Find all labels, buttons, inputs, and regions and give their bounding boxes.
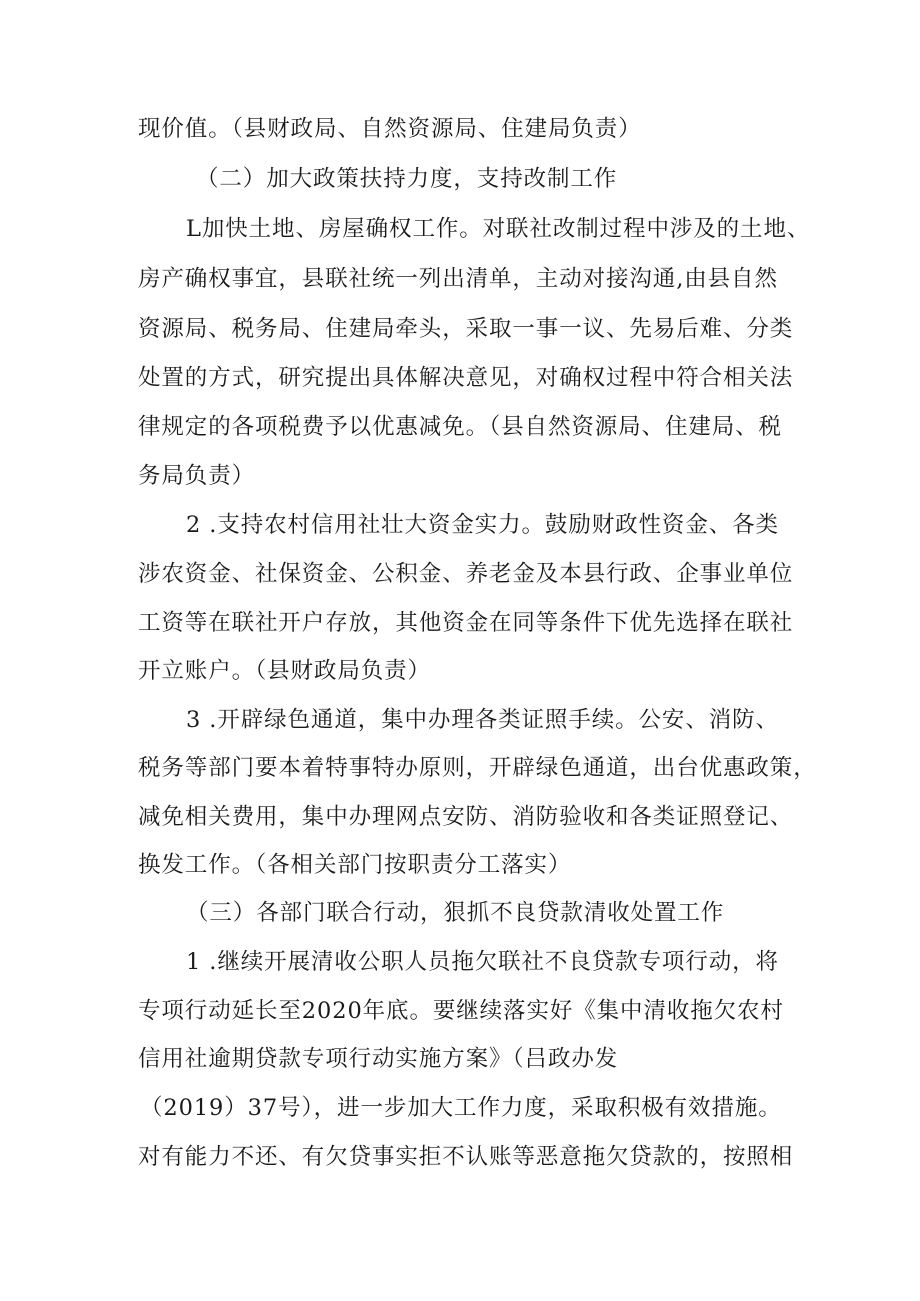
text-line-9: 2 .支持农村信用社壮大资金实力。鼓励财政性资金、各类 [186, 512, 779, 538]
text-line-19: 专项行动延长至2020年底。要继续落实好《集中清收拖欠农村 [138, 998, 784, 1024]
text-line-7: 律规定的各项税费予以优惠减免。（县自然资源局、住建局、税 [138, 414, 782, 440]
section-heading-17: （三）各部门联合行动，狠抓不良贷款清收处置工作 [186, 900, 725, 926]
text-line-16: 换发工作。（各相关部门按职责分工落实） [138, 852, 572, 878]
text-line-10: 涉农资金、社保资金、公积金、养老金及本县行政、企事业单位 [138, 561, 794, 587]
text-line-22: 对有能力不还、有欠贷事实拒不认账等恶意拖欠贷款的，按照相 [138, 1144, 794, 1170]
text-line-1: 现价值。（县财政局、自然资源局、住建局负责） [138, 116, 642, 142]
section-heading-2: （二）加大政策扶持力度，支持改制工作 [196, 166, 618, 192]
text-line-8: 务局负责） [138, 463, 256, 489]
text-line-3: L加快土地、房屋确权工作。对联社改制过程中涉及的土地、 [186, 216, 811, 242]
text-line-20: 信用社逾期贷款专项行动实施方案》（吕政办发 [138, 1046, 619, 1072]
text-line-13: 3 .开辟绿色通道，集中办理各类证照手续。公安、消防、 [186, 707, 779, 733]
text-line-4: 房产确权事宜，县联社统一列出清单，主动对接沟通,由县自然 [138, 266, 778, 292]
text-line-18: 1 .继续开展清收公职人员拖欠联社不良贷款专项行动，将 [186, 949, 779, 975]
text-line-5: 资源局、税务局、住建局牵头，采取一事一议、先易后难、分类 [138, 316, 794, 342]
text-line-12: 开立账户。（县财政局负责） [138, 658, 431, 684]
text-line-6: 处置的方式，研究提出具体解决意见，对确权过程中符合相关法 [138, 365, 794, 391]
text-line-14: 税务等部门要本着特事特办原则，开辟绿色通道，出台优惠政策， [138, 755, 817, 781]
text-line-21: （2019）37号），进一步加大工作力度，采取积极有效措施。 [140, 1095, 782, 1121]
text-line-15: 减免相关费用，集中办理网点安防、消防验收和各类证照登记、 [138, 804, 794, 830]
text-line-11: 工资等在联社开户存放，其他资金在同等条件下优先选择在联社 [138, 610, 794, 636]
